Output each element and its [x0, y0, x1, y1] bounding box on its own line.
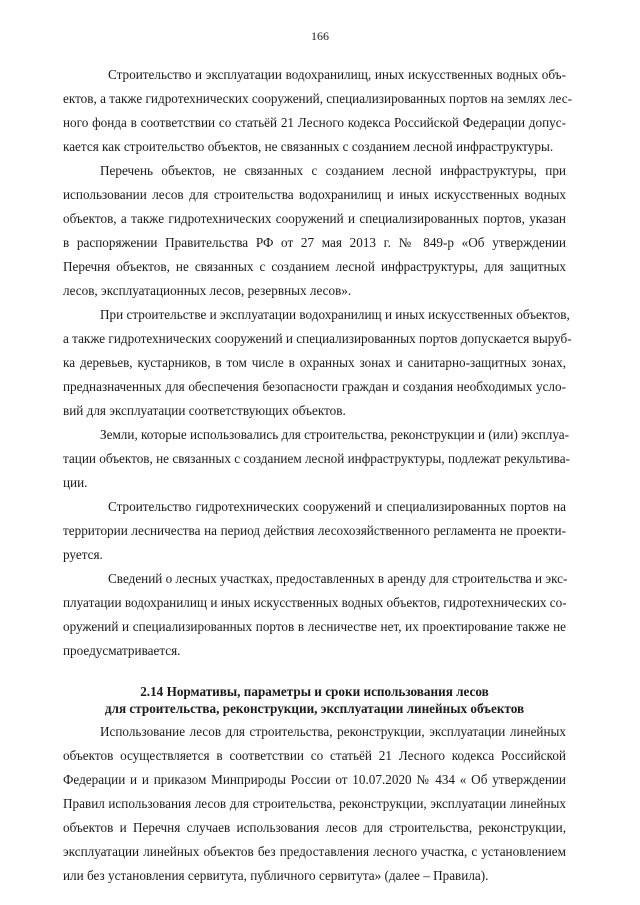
text-line: Использование лесов для строительства, реконструкции, эксплуатации линейных — [100, 724, 566, 739]
text-line: руется. — [63, 547, 103, 562]
text-line: проедусматривается. — [63, 643, 181, 658]
text-line: объектов, а также гидротехнических сооружений и специализированных портов, указан — [63, 211, 566, 226]
text-line: При строительстве и эксплуатации водохранилищ и иных искусственных объектов, — [100, 307, 570, 322]
section-heading-line: для строительства, реконструкции, эксплуатации линейных объектов — [104, 701, 525, 716]
text-line: Сведений о лесных участках, предоставленных в аренду для строительства и экс- — [108, 571, 568, 586]
section-heading-line: 2.14 Нормативы, параметры и сроки использования лесов — [140, 684, 489, 699]
page-number: 166 — [311, 29, 329, 43]
text-line: Перечень объектов, не связанных с созданием лесной инфраструктуры, при — [100, 163, 566, 178]
text-line: объектов и Перечня случаев использования лесов для строительства, реконструкции, — [63, 820, 566, 835]
text-line: или без установления сервитута, публичного сервитута» (далее – Правила). — [63, 868, 489, 883]
text-line: вий для эксплуатации соответствующих объектов. — [63, 403, 346, 418]
text-line: предназначенных для обеспечения безопасности граждан и создания необходимых усло- — [63, 379, 566, 394]
text-line: ного фонда в соответствии со статьёй 21 Лесного кодекса Российской Федерации допус- — [63, 115, 566, 130]
text-line: территории лесничества на период действия лесохозяйственного регламента не проекти- — [63, 523, 566, 538]
text-line: ка деревьев, кустарников, в том числе в охранных зонах и санитарно-защитных зонах, — [63, 355, 566, 370]
text-line: лесов, эксплуатационных лесов, резервных лесов». — [63, 283, 352, 298]
text-line: оружений и специализированных портов в лесничестве нет, их проектирование также не — [63, 619, 566, 634]
text-line: Правил использования лесов для строительства, реконструкции, эксплуатации линейных — [63, 796, 566, 811]
text-line: использовании лесов для строительства водохранилищ и иных искусственных водных — [63, 187, 566, 202]
text-line: плуатации водохранилищ и иных искусственных водных объектов, гидротехнических со- — [63, 595, 567, 610]
text-line: эксплуатации линейных объектов без предоставления лесного участка, с установлением — [63, 844, 566, 859]
text-line: кается как строительство объектов, не связанных с созданием лесной инфраструктуры. — [63, 139, 554, 154]
text-line: тации объектов, не связанных с созданием лесной инфраструктуры, подлежат рекультива- — [63, 451, 570, 466]
text-line: объектов осуществляется в соответствии со статьёй 21 Лесного кодекса Российской — [63, 748, 566, 763]
text-line: а также гидротехнических сооружений и специализированных портов допускается выруб- — [63, 331, 572, 346]
text-line: Строительство гидротехнических сооружений и специализированных портов на — [108, 499, 566, 514]
text-line: ектов, а также гидротехнических сооружений, специализированных портов на землях лес- — [63, 91, 572, 106]
text-line: Перечня объектов, не связанных с созданием лесной инфраструктуры, для защитных — [63, 259, 566, 274]
text-line: ции. — [63, 475, 88, 490]
text-line: Федерации и и приказом Минприроды России от 10.07.2020 № 434 « Об утверждении — [63, 772, 566, 787]
text-line: Строительство и эксплуатации водохранилищ, иных искусственных водных объ- — [108, 67, 566, 82]
text-line: Земли, которые использовались для строительства, реконструкции и (или) эксплуа- — [100, 427, 570, 442]
text-line: в распоряжении Правительства РФ от 27 мая 2013 г. № 849-р «Об утверждении — [63, 235, 566, 250]
